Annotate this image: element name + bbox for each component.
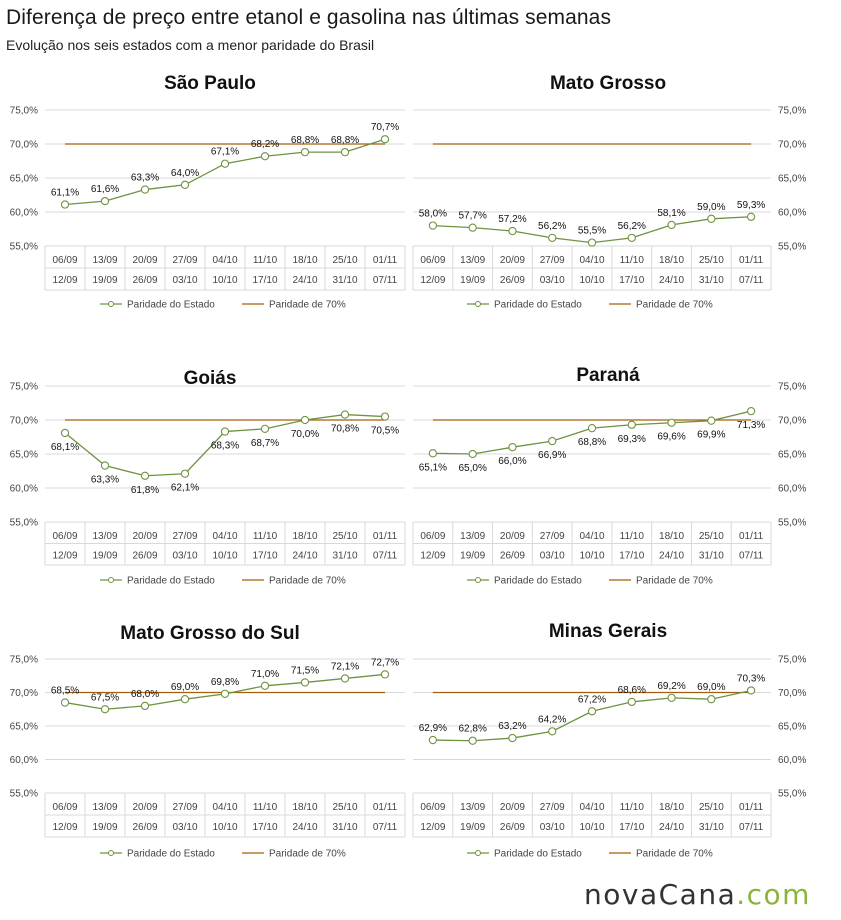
data-label: 58,1%: [657, 207, 686, 219]
page-subtitle: Evolução nos seis estados com a menor paridade do Brasil: [6, 37, 375, 53]
x-tick-label-start: 25/10: [332, 255, 358, 266]
y-tick-label: 60,0%: [778, 483, 807, 495]
data-label: 68,8%: [577, 437, 607, 449]
data-point: [181, 470, 188, 477]
x-tick-label-end: 12/09: [52, 275, 78, 286]
y-tick-label: 70,0%: [9, 688, 38, 699]
x-tick-label-start: 27/09: [172, 802, 198, 813]
data-point: [221, 690, 228, 697]
x-tick-label-end: 03/10: [539, 822, 565, 833]
data-point: [588, 425, 595, 432]
x-tick-label-start: 11/10: [619, 255, 644, 266]
chart-title: Minas Gerais: [548, 621, 668, 642]
y-tick-label: 70,0%: [9, 139, 38, 151]
data-point: [748, 687, 755, 694]
data-point: [221, 160, 228, 167]
x-tick-label-start: 27/09: [539, 255, 565, 266]
legend-state-marker: [109, 578, 114, 583]
legend-state-label: Paridade do Estado: [494, 299, 582, 311]
data-point: [181, 696, 188, 703]
x-tick-label-end: 03/10: [539, 275, 565, 286]
data-point: [668, 419, 675, 426]
data-point: [469, 224, 476, 231]
x-tick-label-start: 27/09: [539, 802, 565, 813]
data-label: 69,9%: [697, 429, 726, 441]
chart-panel-4: [10, 623, 405, 860]
x-tick-label-end: 24/10: [292, 275, 318, 286]
data-point: [748, 408, 755, 415]
legend-state-marker: [476, 851, 481, 856]
x-tick-label-end: 07/11: [738, 822, 764, 833]
data-point: [61, 201, 68, 208]
data-point: [341, 675, 348, 682]
x-tick-label-end: 03/10: [172, 822, 198, 833]
data-label: 62,1%: [170, 482, 200, 494]
x-tick-label-end: 17/10: [252, 550, 278, 562]
legend-state-label: Paridade do Estado: [127, 575, 215, 587]
x-tick-label-end: 31/10: [698, 822, 724, 833]
data-point: [429, 736, 436, 743]
data-label: 70,3%: [736, 673, 766, 685]
x-tick-label-start: 01/11: [738, 255, 764, 266]
x-tick-label-end: 03/10: [172, 275, 198, 286]
y-tick-label: 75,0%: [778, 654, 807, 666]
x-tick-label-end: 24/10: [659, 822, 685, 833]
y-tick-label: 60,0%: [778, 755, 807, 766]
y-tick-label: 75,0%: [9, 654, 38, 666]
x-tick-label-end: 17/10: [252, 822, 278, 833]
data-point: [101, 198, 108, 205]
x-tick-label-end: 26/09: [499, 550, 525, 562]
x-tick-label-start: 25/10: [332, 531, 358, 542]
y-tick-label: 75,0%: [9, 381, 38, 393]
data-point: [588, 239, 595, 246]
x-tick-label-start: 01/11: [372, 802, 398, 813]
logo-part-cana: Cana: [658, 878, 737, 911]
chart-panel-2: [10, 368, 405, 587]
chart-panel-1: [413, 73, 806, 311]
x-tick-label-start: 11/10: [619, 802, 644, 813]
x-tick-label-end: 26/09: [132, 550, 158, 562]
x-tick-label-end: 31/10: [332, 822, 358, 833]
data-label: 57,7%: [458, 210, 487, 222]
x-tick-label-end: 17/10: [252, 275, 278, 286]
data-point: [509, 444, 516, 451]
data-label: 66,0%: [498, 456, 527, 468]
data-point: [469, 737, 476, 744]
y-tick-label: 70,0%: [778, 688, 807, 699]
legend-state-marker: [476, 302, 481, 307]
x-tick-label-start: 13/09: [460, 531, 486, 542]
legend-state-marker: [109, 302, 114, 307]
x-tick-label-start: 18/10: [292, 531, 318, 542]
x-tick-label-start: 13/09: [92, 802, 118, 813]
chart-title: Paraná: [576, 365, 640, 386]
x-tick-label-end: 10/10: [579, 822, 605, 833]
x-tick-label-start: 13/09: [92, 255, 118, 266]
chart-title: Goiás: [183, 368, 237, 389]
x-tick-label-start: 20/09: [499, 802, 525, 813]
data-point: [549, 437, 556, 444]
data-point: [221, 428, 228, 435]
data-point: [61, 699, 68, 706]
data-label: 62,9%: [418, 723, 448, 735]
data-point: [181, 181, 188, 188]
x-tick-label-start: 13/09: [92, 531, 118, 542]
legend-threshold-label: Paridade de 70%: [636, 848, 713, 860]
data-label: 55,5%: [577, 225, 607, 237]
x-tick-label-start: 04/10: [212, 255, 238, 266]
x-tick-label-end: 26/09: [132, 822, 158, 833]
data-label: 66,9%: [538, 450, 567, 462]
x-tick-label-start: 06/09: [420, 255, 446, 266]
data-point: [261, 153, 268, 160]
y-tick-label: 60,0%: [9, 755, 38, 766]
data-point: [341, 411, 348, 418]
x-tick-label-end: 10/10: [212, 275, 238, 286]
data-point: [381, 136, 388, 143]
x-tick-label-start: 06/09: [52, 802, 78, 813]
x-tick-label-end: 24/10: [659, 550, 685, 562]
data-point: [708, 417, 715, 424]
x-tick-label-end: 10/10: [579, 550, 605, 562]
y-tick-label: 55,0%: [9, 788, 38, 800]
x-tick-label-start: 01/11: [738, 531, 764, 542]
x-tick-label-start: 18/10: [292, 255, 318, 266]
data-label: 59,0%: [697, 201, 726, 213]
data-label: 65,0%: [458, 463, 487, 474]
data-label: 64,0%: [170, 167, 200, 179]
data-point: [429, 450, 436, 457]
data-point: [628, 234, 635, 241]
x-tick-label-start: 27/09: [172, 531, 198, 542]
legend-threshold-label: Paridade de 70%: [269, 299, 346, 311]
x-tick-label-start: 27/09: [539, 531, 565, 542]
data-point: [101, 462, 108, 469]
chart-title: Mato Grosso: [549, 73, 667, 94]
data-label: 70,5%: [370, 425, 400, 437]
x-tick-label-end: 26/09: [499, 822, 525, 833]
x-tick-label-start: 11/10: [252, 531, 278, 542]
x-tick-label-end: 07/11: [372, 822, 398, 833]
data-label: 58,0%: [418, 208, 448, 220]
y-tick-label: 55,0%: [778, 241, 807, 253]
y-tick-label: 70,0%: [778, 415, 807, 427]
data-label: 68,0%: [130, 688, 160, 700]
y-tick-label: 65,0%: [778, 173, 807, 185]
data-label: 68,6%: [617, 684, 646, 696]
x-tick-label-start: 25/10: [698, 255, 724, 266]
x-tick-label-end: 24/10: [292, 550, 318, 562]
data-label: 62,8%: [458, 723, 487, 735]
x-tick-label-start: 18/10: [659, 802, 685, 813]
x-tick-label-end: 12/09: [52, 550, 78, 562]
data-label: 69,6%: [657, 431, 686, 443]
x-tick-label-end: 03/10: [172, 550, 198, 562]
data-label: 70,7%: [370, 122, 400, 134]
x-tick-label-start: 13/09: [460, 255, 486, 266]
brand-logo: [584, 878, 811, 911]
y-tick-label: 55,0%: [778, 517, 807, 529]
y-tick-label: 65,0%: [9, 449, 38, 461]
data-label: 70,0%: [290, 429, 320, 440]
chart-panel-3: [413, 365, 806, 587]
x-tick-label-end: 19/09: [460, 550, 486, 562]
data-point: [381, 671, 388, 678]
x-tick-label-end: 17/10: [619, 275, 645, 286]
data-point: [628, 698, 635, 705]
data-label: 56,2%: [617, 220, 646, 232]
data-label: 57,2%: [498, 214, 527, 226]
data-point: [261, 425, 268, 432]
legend-state-label: Paridade do Estado: [494, 848, 582, 860]
x-tick-label-start: 18/10: [659, 255, 685, 266]
legend-threshold-label: Paridade de 70%: [269, 575, 346, 587]
data-point: [588, 708, 595, 715]
x-tick-label-end: 07/11: [372, 275, 398, 286]
x-tick-label-end: 24/10: [292, 822, 318, 833]
y-tick-label: 55,0%: [778, 788, 807, 800]
data-label: 68,8%: [290, 135, 320, 147]
x-tick-label-start: 18/10: [659, 531, 685, 542]
x-tick-label-end: 10/10: [212, 822, 238, 833]
x-tick-label-end: 26/09: [499, 275, 525, 286]
logo-part-com: .com: [736, 878, 811, 911]
data-label: 72,1%: [330, 661, 360, 673]
data-point: [628, 421, 635, 428]
x-tick-label-start: 06/09: [420, 531, 446, 542]
y-tick-label: 55,0%: [9, 241, 38, 253]
x-tick-label-start: 11/10: [619, 531, 644, 542]
data-point: [469, 450, 476, 457]
x-tick-label-start: 01/11: [738, 802, 764, 813]
data-label: 68,1%: [50, 441, 80, 453]
data-label: 67,2%: [577, 694, 607, 706]
x-tick-label-end: 24/10: [659, 275, 685, 286]
x-tick-label-start: 25/10: [698, 531, 724, 542]
x-tick-label-end: 10/10: [212, 550, 238, 562]
x-tick-label-end: 31/10: [698, 550, 724, 562]
data-label: 71,3%: [736, 420, 766, 432]
y-tick-label: 75,0%: [778, 105, 807, 117]
legend-state-marker: [109, 851, 114, 856]
chart-title: São Paulo: [164, 73, 256, 94]
x-tick-label-start: 06/09: [52, 531, 78, 542]
page-title: Diferença de preço entre etanol e gasolina nas últimas semanas: [6, 6, 612, 29]
x-tick-label-start: 25/10: [332, 802, 358, 813]
data-point: [261, 682, 268, 689]
x-tick-label-end: 19/09: [92, 822, 118, 833]
data-point: [668, 221, 675, 228]
data-point: [61, 429, 68, 436]
data-point: [301, 149, 308, 156]
x-tick-label-start: 27/09: [172, 255, 198, 266]
data-label: 61,1%: [50, 187, 80, 199]
y-tick-label: 55,0%: [9, 517, 38, 529]
y-tick-label: 75,0%: [778, 381, 807, 393]
data-point: [381, 413, 388, 420]
x-tick-label-start: 04/10: [212, 531, 238, 542]
x-tick-label-start: 06/09: [52, 255, 78, 266]
data-point: [509, 227, 516, 234]
data-label: 59,3%: [736, 199, 766, 211]
legend-state-label: Paridade do Estado: [494, 575, 582, 587]
data-label: 67,1%: [210, 146, 240, 158]
data-point: [549, 234, 556, 241]
data-point: [141, 472, 148, 479]
x-tick-label-end: 07/11: [738, 275, 764, 286]
data-point: [301, 416, 308, 423]
data-label: 71,5%: [290, 665, 320, 677]
data-point: [549, 728, 556, 735]
data-label: 72,7%: [370, 657, 400, 669]
y-tick-label: 60,0%: [778, 207, 807, 219]
data-point: [708, 215, 715, 222]
legend-threshold-label: Paridade de 70%: [269, 848, 346, 860]
data-label: 69,2%: [657, 680, 686, 692]
data-point: [301, 679, 308, 686]
data-label: 63,3%: [90, 474, 120, 486]
data-point: [668, 694, 675, 701]
data-label: 70,8%: [330, 423, 360, 435]
x-tick-label-start: 11/10: [252, 802, 278, 813]
x-tick-label-end: 19/09: [92, 550, 118, 562]
data-label: 65,1%: [418, 462, 448, 474]
x-tick-label-start: 11/10: [252, 255, 278, 266]
x-tick-label-start: 20/09: [499, 255, 525, 266]
x-tick-label-start: 25/10: [698, 802, 724, 813]
data-label: 68,5%: [50, 685, 80, 697]
data-label: 56,2%: [538, 220, 567, 232]
x-tick-label-end: 31/10: [332, 550, 358, 562]
data-label: 68,7%: [250, 437, 280, 449]
x-tick-label-end: 19/09: [92, 275, 118, 286]
data-label: 61,6%: [90, 184, 120, 196]
data-label: 69,0%: [697, 682, 726, 694]
x-tick-label-end: 31/10: [698, 275, 724, 286]
chart-title: Mato Grosso do Sul: [120, 623, 300, 644]
data-point: [341, 149, 348, 156]
x-tick-label-start: 04/10: [212, 802, 238, 813]
data-label: 68,2%: [250, 139, 280, 151]
x-tick-label-start: 04/10: [579, 255, 605, 266]
x-tick-label-start: 20/09: [132, 531, 158, 542]
y-tick-label: 60,0%: [9, 483, 38, 495]
x-tick-label-start: 04/10: [579, 802, 605, 813]
x-tick-label-end: 12/09: [52, 822, 78, 833]
x-tick-label-start: 04/10: [579, 531, 605, 542]
y-tick-label: 70,0%: [778, 139, 807, 151]
data-point: [509, 734, 516, 741]
data-label: 68,8%: [330, 135, 360, 147]
x-tick-label-start: 01/11: [372, 255, 398, 266]
x-tick-label-end: 03/10: [539, 550, 565, 562]
x-tick-label-end: 19/09: [460, 275, 486, 286]
x-tick-label-end: 31/10: [332, 275, 358, 286]
data-label: 63,3%: [130, 172, 160, 184]
x-tick-label-end: 17/10: [619, 550, 645, 562]
data-point: [429, 222, 436, 229]
data-point: [141, 702, 148, 709]
legend-state-label: Paridade do Estado: [127, 848, 215, 860]
y-tick-label: 65,0%: [9, 173, 38, 185]
data-label: 64,2%: [538, 714, 567, 726]
data-point: [141, 186, 148, 193]
x-tick-label-end: 26/09: [132, 275, 158, 286]
y-tick-label: 65,0%: [778, 721, 807, 733]
data-label: 71,0%: [250, 668, 280, 680]
legend-threshold-label: Paridade de 70%: [636, 575, 713, 587]
y-tick-label: 65,0%: [778, 449, 807, 461]
logo-part-nova: nova: [584, 878, 659, 911]
data-label: 63,2%: [498, 721, 527, 733]
x-tick-label-start: 20/09: [132, 802, 158, 813]
data-label: 69,0%: [170, 682, 200, 694]
y-tick-label: 70,0%: [9, 415, 38, 427]
data-point: [748, 213, 755, 220]
x-tick-label-start: 13/09: [460, 802, 486, 813]
data-label: 67,5%: [90, 692, 120, 704]
data-point: [708, 696, 715, 703]
chart-panel-5: [413, 621, 806, 860]
data-label: 69,8%: [210, 676, 240, 688]
data-label: 69,3%: [617, 433, 646, 445]
legend-state-marker: [476, 578, 481, 583]
x-tick-label-end: 19/09: [460, 822, 486, 833]
x-tick-label-end: 17/10: [619, 822, 645, 833]
x-tick-label-end: 12/09: [420, 275, 446, 286]
data-label: 61,8%: [130, 484, 160, 496]
x-tick-label-start: 20/09: [132, 255, 158, 266]
x-tick-label-end: 10/10: [579, 275, 605, 286]
x-tick-label-start: 06/09: [420, 802, 446, 813]
data-point: [101, 706, 108, 713]
x-tick-label-end: 12/09: [420, 822, 446, 833]
legend-state-label: Paridade do Estado: [127, 299, 215, 311]
x-tick-label-start: 20/09: [499, 531, 525, 542]
data-label: 68,3%: [210, 440, 240, 452]
y-tick-label: 65,0%: [9, 721, 38, 733]
chart-panel-0: [10, 73, 405, 311]
x-tick-label-end: 12/09: [420, 550, 446, 562]
y-tick-label: 75,0%: [9, 105, 38, 117]
x-tick-label-start: 18/10: [292, 802, 318, 813]
x-tick-label-end: 07/11: [738, 550, 764, 562]
y-tick-label: 60,0%: [9, 207, 38, 219]
x-tick-label-end: 07/11: [372, 550, 398, 562]
legend-threshold-label: Paridade de 70%: [636, 299, 713, 311]
x-tick-label-start: 01/11: [372, 531, 398, 542]
